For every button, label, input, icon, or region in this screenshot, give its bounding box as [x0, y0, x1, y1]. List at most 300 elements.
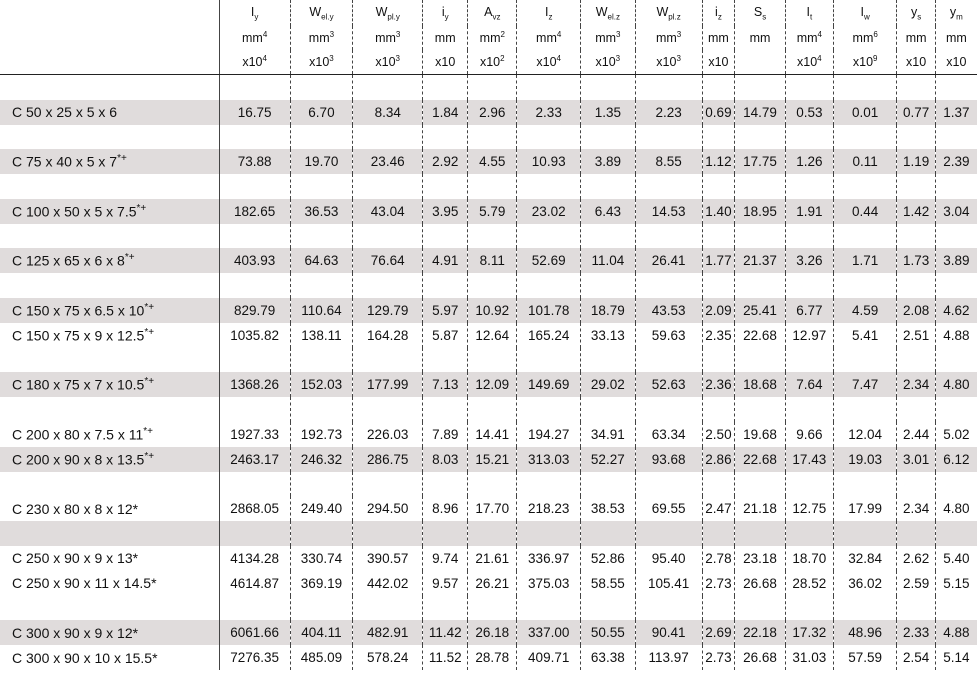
- spacer-cell: [468, 125, 517, 150]
- section-designation: C 300 x 90 x 9 x 12: [12, 624, 133, 641]
- scale-text: x10: [656, 55, 677, 70]
- unit-text: mm: [595, 31, 617, 46]
- value-cell: 2.59: [897, 571, 935, 596]
- section-mark: *+: [136, 202, 147, 214]
- value-cell: 369.19: [290, 571, 352, 596]
- spacer-cell: [517, 174, 581, 199]
- section-name: [0, 298, 219, 323]
- value-cell: 105.41: [635, 571, 702, 596]
- spacer-row: [0, 174, 977, 199]
- value-cell: 2.23: [635, 100, 702, 125]
- unit-exponent: 3: [616, 30, 621, 40]
- spacer-cell: [219, 472, 290, 497]
- table-row: [0, 546, 977, 571]
- spacer-cell: [468, 472, 517, 497]
- value-cell: 50.55: [580, 620, 635, 645]
- column-scale: [702, 50, 735, 75]
- column-symbol: [219, 0, 290, 26]
- section-name: [0, 546, 219, 571]
- table-row: [0, 447, 977, 472]
- section-name: [0, 248, 219, 273]
- value-cell: 63.34: [635, 422, 702, 447]
- value-cell: 17.70: [468, 496, 517, 521]
- value-cell: 2.54: [897, 645, 935, 670]
- column-unit: [833, 26, 897, 50]
- unit-text: mm: [796, 31, 818, 46]
- column-symbol: [897, 0, 935, 26]
- spacer-cell: [785, 125, 833, 150]
- table-row: [0, 620, 977, 645]
- spacer-cell: [702, 348, 735, 373]
- symbol-text: A: [484, 4, 493, 19]
- symbol-subscript: vz: [492, 12, 501, 22]
- spacer-cell: [833, 472, 897, 497]
- spacer-cell: [219, 521, 290, 546]
- spacer-cell: [468, 75, 517, 100]
- spacer-cell: [290, 348, 352, 373]
- value-cell: 29.02: [580, 372, 635, 397]
- scale-text: x10: [435, 55, 456, 69]
- value-cell: 10.93: [517, 149, 581, 174]
- section-name: [0, 496, 219, 521]
- spacer-cell: [833, 224, 897, 249]
- spacer-cell: [580, 596, 635, 621]
- scale-exponent: 4: [262, 54, 267, 64]
- spacer-cell: [580, 521, 635, 546]
- spacer-cell: [0, 397, 219, 422]
- spacer-cell: [785, 472, 833, 497]
- column-symbol: [785, 0, 833, 26]
- column-symbol: [423, 0, 468, 26]
- spacer-cell: [735, 521, 785, 546]
- spacer-cell: [635, 521, 702, 546]
- spacer-cell: [635, 125, 702, 150]
- value-cell: 2.39: [935, 149, 977, 174]
- spacer-cell: [897, 596, 935, 621]
- section-designation: C 75 x 40 x 5 x 7: [12, 153, 118, 170]
- value-cell: 403.93: [219, 248, 290, 273]
- unit-text: mm: [905, 31, 927, 45]
- column-scale: [290, 50, 352, 75]
- value-cell: 1.42: [897, 199, 935, 224]
- value-cell: 8.34: [353, 100, 423, 125]
- value-cell: 3.26: [785, 248, 833, 273]
- scale-text: x10: [375, 55, 396, 70]
- column-unit: [423, 26, 468, 50]
- symbol-subscript: w: [864, 12, 870, 22]
- spacer-cell: [517, 596, 581, 621]
- value-cell: 7276.35: [219, 645, 290, 670]
- value-cell: 33.13: [580, 323, 635, 348]
- spacer-cell: [0, 472, 219, 497]
- value-cell: 5.40: [935, 546, 977, 571]
- value-cell: 3.89: [935, 248, 977, 273]
- column-symbol: [290, 0, 352, 26]
- spacer-cell: [735, 75, 785, 100]
- spacer-cell: [290, 224, 352, 249]
- value-cell: 3.01: [897, 447, 935, 472]
- value-cell: 1.71: [833, 248, 897, 273]
- value-cell: 2.34: [897, 496, 935, 521]
- value-cell: 177.99: [353, 372, 423, 397]
- spacer-cell: [353, 397, 423, 422]
- spacer-cell: [219, 224, 290, 249]
- value-cell: 23.18: [735, 546, 785, 571]
- value-cell: 313.03: [517, 447, 581, 472]
- spacer-cell: [353, 125, 423, 150]
- spacer-cell: [785, 397, 833, 422]
- spacer-cell: [897, 472, 935, 497]
- spacer-row: [0, 472, 977, 497]
- value-cell: 73.88: [219, 149, 290, 174]
- table-row: [0, 100, 977, 125]
- section-designation: C 50 x 25 x 5 x 6: [12, 104, 118, 120]
- value-cell: 5.97: [423, 298, 468, 323]
- table-row: [0, 422, 977, 447]
- spacer-cell: [702, 224, 735, 249]
- spacer-cell: [0, 75, 219, 100]
- value-cell: 19.70: [290, 149, 352, 174]
- spacer-cell: [785, 521, 833, 546]
- column-unit: [785, 26, 833, 50]
- spacer-cell: [353, 596, 423, 621]
- spacer-cell: [897, 224, 935, 249]
- spacer-cell: [785, 75, 833, 100]
- symbol-text: i: [715, 4, 718, 19]
- value-cell: 4.59: [833, 298, 897, 323]
- spacer-cell: [785, 273, 833, 298]
- value-cell: 2.47: [702, 496, 735, 521]
- section-name: [0, 571, 219, 596]
- spacer-row: [0, 75, 977, 100]
- value-cell: 19.03: [833, 447, 897, 472]
- value-cell: 5.41: [833, 323, 897, 348]
- value-cell: 34.91: [580, 422, 635, 447]
- value-cell: 442.02: [353, 571, 423, 596]
- value-cell: 101.78: [517, 298, 581, 323]
- value-cell: 152.03: [290, 372, 352, 397]
- spacer-cell: [735, 472, 785, 497]
- value-cell: 23.46: [353, 149, 423, 174]
- section-designation: C 300 x 90 x 10 x 15.5: [12, 649, 153, 666]
- spacer-cell: [785, 174, 833, 199]
- value-cell: 1.84: [423, 100, 468, 125]
- value-cell: 26.68: [735, 571, 785, 596]
- value-cell: 9.66: [785, 422, 833, 447]
- value-cell: 11.52: [423, 645, 468, 670]
- value-cell: 8.03: [423, 447, 468, 472]
- value-cell: 4.80: [935, 496, 977, 521]
- value-cell: 129.79: [353, 298, 423, 323]
- header-corner: [0, 26, 219, 50]
- symbol-text: W: [375, 4, 388, 19]
- value-cell: 1.40: [702, 199, 735, 224]
- spacer-cell: [517, 397, 581, 422]
- spacer-cell: [517, 75, 581, 100]
- value-cell: 21.61: [468, 546, 517, 571]
- spacer-cell: [290, 174, 352, 199]
- value-cell: 138.11: [290, 323, 352, 348]
- spacer-cell: [423, 596, 468, 621]
- value-cell: 8.96: [423, 496, 468, 521]
- value-cell: 2.34: [897, 372, 935, 397]
- column-unit: [935, 26, 977, 50]
- column-symbol: [353, 0, 423, 26]
- value-cell: 5.02: [935, 422, 977, 447]
- value-cell: 1.26: [785, 149, 833, 174]
- spacer-cell: [833, 397, 897, 422]
- symbol-text: W: [309, 4, 322, 19]
- unit-text: mm: [308, 31, 330, 46]
- value-cell: 390.57: [353, 546, 423, 571]
- spacer-cell: [735, 174, 785, 199]
- value-cell: 19.68: [735, 422, 785, 447]
- value-cell: 11.42: [423, 620, 468, 645]
- section-mark: *: [132, 624, 139, 641]
- section-mark: *+: [144, 326, 155, 338]
- value-cell: 7.89: [423, 422, 468, 447]
- spacer-cell: [935, 472, 977, 497]
- table-row: [0, 323, 977, 348]
- value-cell: 2.78: [702, 546, 735, 571]
- value-cell: 0.53: [785, 100, 833, 125]
- spacer-cell: [833, 75, 897, 100]
- table-row: [0, 199, 977, 224]
- value-cell: 0.69: [702, 100, 735, 125]
- value-cell: 113.97: [635, 645, 702, 670]
- section-designation: C 125 x 65 x 6 x 8: [12, 252, 125, 269]
- value-cell: 249.40: [290, 496, 352, 521]
- column-symbol: [702, 0, 735, 26]
- spacer-cell: [219, 348, 290, 373]
- symbol-subscript: y: [444, 12, 449, 22]
- section-mark: *+: [117, 153, 127, 165]
- scale-exponent: 4: [556, 54, 561, 64]
- value-cell: 4614.87: [219, 571, 290, 596]
- value-cell: 5.79: [468, 199, 517, 224]
- spacer-cell: [0, 125, 219, 150]
- spacer-cell: [290, 472, 352, 497]
- spacer-cell: [219, 75, 290, 100]
- column-symbol: [833, 0, 897, 26]
- scale-exponent: 9: [873, 54, 878, 64]
- spacer-cell: [580, 125, 635, 150]
- value-cell: 6.43: [580, 199, 635, 224]
- spacer-cell: [735, 596, 785, 621]
- unit-exponent: 3: [395, 30, 401, 40]
- section-name: [0, 199, 219, 224]
- spacer-cell: [290, 125, 352, 150]
- value-cell: 57.59: [833, 645, 897, 670]
- column-scale: [635, 50, 702, 75]
- section-name: [0, 100, 219, 125]
- symbol-subscript: pl.z: [668, 12, 681, 22]
- spacer-cell: [468, 224, 517, 249]
- value-cell: 18.68: [735, 372, 785, 397]
- value-cell: 16.75: [219, 100, 290, 125]
- spacer-cell: [517, 521, 581, 546]
- value-cell: 2.09: [702, 298, 735, 323]
- spacer-cell: [468, 397, 517, 422]
- spacer-cell: [0, 273, 219, 298]
- value-cell: 6.70: [290, 100, 352, 125]
- symbol-subscript: s: [917, 12, 922, 22]
- value-cell: 7.13: [423, 372, 468, 397]
- spacer-cell: [833, 521, 897, 546]
- spacer-cell: [290, 596, 352, 621]
- scale-text: x10: [852, 55, 874, 70]
- value-cell: 12.04: [833, 422, 897, 447]
- spacer-row: [0, 521, 977, 546]
- spacer-cell: [785, 348, 833, 373]
- spacer-cell: [468, 348, 517, 373]
- symbol-text: I: [860, 4, 865, 19]
- section-mark: *: [132, 500, 139, 517]
- value-cell: 2868.05: [219, 496, 290, 521]
- column-scale: [833, 50, 897, 75]
- section-mark: *: [152, 649, 158, 666]
- value-cell: 14.41: [468, 422, 517, 447]
- table-row: [0, 496, 977, 521]
- value-cell: 23.02: [517, 199, 581, 224]
- scale-text: x10: [595, 55, 616, 70]
- unit-text: mm: [708, 31, 729, 45]
- spacer-row: [0, 348, 977, 373]
- spacer-cell: [423, 75, 468, 100]
- spacer-cell: [935, 174, 977, 199]
- value-cell: 36.53: [290, 199, 352, 224]
- value-cell: 1.91: [785, 199, 833, 224]
- spacer-cell: [935, 224, 977, 249]
- spacer-cell: [0, 596, 219, 621]
- spacer-cell: [702, 75, 735, 100]
- value-cell: 64.63: [290, 248, 352, 273]
- value-cell: 95.40: [635, 546, 702, 571]
- spacer-cell: [635, 348, 702, 373]
- symbol-subscript: y: [254, 12, 259, 22]
- value-cell: 192.73: [290, 422, 352, 447]
- scale-exponent: 2: [500, 54, 505, 64]
- symbol-text: S: [753, 4, 763, 19]
- spacer-cell: [353, 348, 423, 373]
- value-cell: 10.92: [468, 298, 517, 323]
- spacer-cell: [290, 397, 352, 422]
- section-name: [0, 645, 219, 670]
- spacer-cell: [635, 596, 702, 621]
- column-unit: [353, 26, 423, 50]
- section-name: [0, 422, 219, 447]
- section-designation: C 150 x 75 x 6.5 x 10: [12, 302, 145, 319]
- value-cell: 1.77: [702, 248, 735, 273]
- value-cell: 12.97: [785, 323, 833, 348]
- unit-text: mm: [536, 31, 557, 46]
- column-scale: [935, 50, 977, 75]
- scale-exponent: 3: [395, 54, 400, 64]
- value-cell: 1.35: [580, 100, 635, 125]
- spacer-cell: [735, 397, 785, 422]
- scale-text: x10: [906, 55, 927, 69]
- unit-text: mm: [375, 31, 396, 46]
- spacer-cell: [468, 596, 517, 621]
- spacer-row: [0, 224, 977, 249]
- value-cell: 3.04: [935, 199, 977, 224]
- section-name: [0, 620, 219, 645]
- value-cell: 2.44: [897, 422, 935, 447]
- spacer-cell: [0, 521, 219, 546]
- section-mark: *+: [144, 301, 155, 313]
- value-cell: 2.96: [468, 100, 517, 125]
- value-cell: 485.09: [290, 645, 352, 670]
- spacer-cell: [702, 174, 735, 199]
- spacer-cell: [517, 273, 581, 298]
- value-cell: 9.74: [423, 546, 468, 571]
- symbol-text: I: [806, 4, 810, 19]
- column-scale: [580, 50, 635, 75]
- spacer-row: [0, 397, 977, 422]
- table-row: [0, 645, 977, 670]
- spacer-cell: [423, 224, 468, 249]
- value-cell: 409.71: [517, 645, 581, 670]
- value-cell: 93.68: [635, 447, 702, 472]
- spacer-cell: [290, 273, 352, 298]
- table-row: [0, 149, 977, 174]
- value-cell: 482.91: [353, 620, 423, 645]
- column-symbol: [468, 0, 517, 26]
- scale-exponent: 3: [615, 54, 621, 64]
- column-symbol: [935, 0, 977, 26]
- value-cell: 2.33: [517, 100, 581, 125]
- symbol-subscript: m: [956, 12, 963, 22]
- column-scale: [897, 50, 935, 75]
- spacer-cell: [353, 224, 423, 249]
- section-designation: C 150 x 75 x 9 x 12.5: [12, 327, 145, 344]
- value-cell: 11.04: [580, 248, 635, 273]
- spacer-cell: [517, 224, 581, 249]
- column-unit: [580, 26, 635, 50]
- spacer-cell: [635, 472, 702, 497]
- value-cell: 12.64: [468, 323, 517, 348]
- column-symbol: [517, 0, 581, 26]
- spacer-cell: [0, 348, 219, 373]
- value-cell: 2.35: [702, 323, 735, 348]
- spacer-cell: [897, 348, 935, 373]
- spacer-cell: [353, 472, 423, 497]
- table-body: [0, 75, 977, 671]
- value-cell: 4.88: [935, 323, 977, 348]
- value-cell: 43.04: [353, 199, 423, 224]
- value-cell: 6.12: [935, 447, 977, 472]
- value-cell: 52.69: [517, 248, 581, 273]
- value-cell: 1368.26: [219, 372, 290, 397]
- table-row: [0, 248, 977, 273]
- section-name: [0, 323, 219, 348]
- spacer-cell: [423, 472, 468, 497]
- value-cell: 52.27: [580, 447, 635, 472]
- column-symbol: [635, 0, 702, 26]
- spacer-cell: [833, 125, 897, 150]
- value-cell: 18.95: [735, 199, 785, 224]
- spacer-row: [0, 125, 977, 150]
- value-cell: 69.55: [635, 496, 702, 521]
- spacer-cell: [735, 125, 785, 150]
- spacer-cell: [423, 125, 468, 150]
- header-symbol-row: [0, 0, 977, 26]
- spacer-cell: [423, 174, 468, 199]
- value-cell: 12.09: [468, 372, 517, 397]
- value-cell: 5.15: [935, 571, 977, 596]
- column-scale: [423, 50, 468, 75]
- spacer-cell: [423, 521, 468, 546]
